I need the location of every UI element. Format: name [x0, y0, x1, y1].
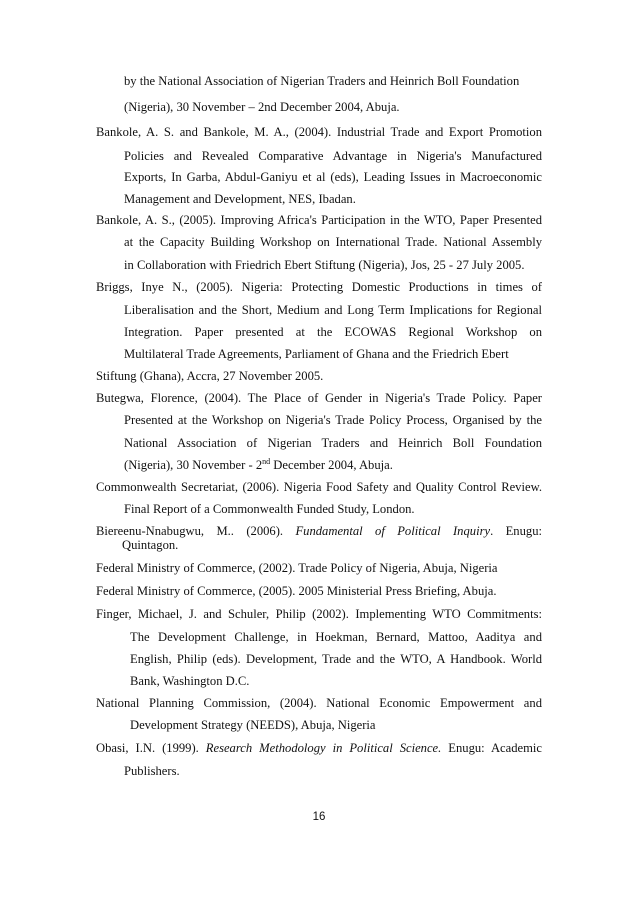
ref-line: National Association of Nigerian Traders and Heinrich Boll Foundation — [124, 436, 542, 450]
ref-line: Policies and Revealed Comparative Advantage in Nigeria's Manufactured — [124, 149, 542, 163]
ref-line: Federal Ministry of Commerce, (2002). Trade Policy of Nigeria, Abuja, Nigeria — [96, 561, 498, 575]
ref-line: Bank, Washington D.C. — [130, 674, 250, 688]
date-text-before: (Nigeria), 30 November - 2 — [124, 458, 263, 472]
ref-line: Exports, In Garba, Abdul-Ganiyu et al (eds), Leading Issues in Macroeconomic — [124, 170, 542, 184]
ref-line: at the Capacity Building Workshop on International Trade. National Assembly — [124, 235, 542, 249]
ref-line: Butegwa, Florence, (2004). The Place of Gender in Nigeria's Trade Policy. Paper — [96, 391, 542, 405]
ref-line: (Nigeria), 30 November – 2nd December 2004, Abuja. — [124, 100, 400, 114]
ref-line: Management and Development, NES, Ibadan. — [124, 192, 356, 206]
obasi-rest: Enugu: Academic — [441, 741, 542, 755]
biereenu-title: Fundamental of Political Inquiry — [295, 524, 491, 538]
ref-line: Presented at the Workshop on Nigeria's Trade Policy Process, Organised by the — [124, 413, 542, 427]
ref-line: Integration. Paper presented at the ECOWAS Regional Workshop on — [124, 325, 542, 339]
ref-line: Multilateral Trade Agreements, Parliament of Ghana and the Friedrich Ebert — [124, 347, 509, 361]
ref-line: Bankole, A. S., (2005). Improving Africa's Participation in the WTO, Paper Presented — [96, 213, 542, 227]
ref-line: Publishers. — [124, 764, 180, 778]
ref-line: Final Report of a Commonwealth Funded Study, London. — [124, 502, 415, 516]
ref-line: by the National Association of Nigerian Traders and Heinrich Boll Foundation — [124, 74, 520, 88]
obasi-author: Obasi, I.N. (1999). — [96, 741, 206, 755]
ref-line-butegwa-date — [124, 458, 542, 473]
ref-line: Quintagon. — [122, 538, 179, 552]
ref-line: The Development Challenge, in Hoekman, Bernard, Mattoo, Aaditya and — [130, 630, 542, 644]
ref-line: National Planning Commission, (2004). National Economic Empowerment and — [96, 696, 542, 710]
ref-line: Finger, Michael, J. and Schuler, Philip (2002). Implementing WTO Commitments: — [96, 607, 542, 621]
date-text-after: December 2004, Abuja. — [270, 458, 393, 472]
ref-line: Commonwealth Secretariat, (2006). Nigeria Food Safety and Quality Control Review. — [96, 480, 542, 494]
obasi-title: Research Methodology in Political Science. — [205, 741, 442, 755]
ref-line: English, Philip (eds). Development, Trade and the WTO, A Handbook. World — [130, 652, 542, 666]
ref-line: Briggs, Inye N., (2005). Nigeria: Protecting Domestic Productions in times of — [96, 280, 542, 294]
ref-line-obasi — [96, 741, 542, 756]
ref-line: Stiftung (Ghana), Accra, 27 November 2005. — [96, 369, 324, 383]
ref-line-biereenu — [96, 524, 542, 539]
date-superscript: nd — [262, 456, 271, 466]
biereenu-rest: . Enugu: — [490, 524, 542, 538]
page-number: 16 — [312, 811, 326, 823]
ref-line: in Collaboration with Friedrich Ebert Stiftung (Nigeria), Jos, 25 - 27 July 2005. — [124, 258, 525, 272]
ref-line: Liberalisation and the Short, Medium and Long Term Implications for Regional — [124, 303, 542, 317]
ref-line: Development Strategy (NEEDS), Abuja, Nigeria — [130, 718, 376, 732]
biereenu-author: Biereenu-Nnabugwu, M.. (2006). — [96, 524, 296, 538]
ref-line: Bankole, A. S. and Bankole, M. A., (2004). Industrial Trade and Export Promotion — [96, 125, 542, 139]
ref-line: Federal Ministry of Commerce, (2005). 2005 Ministerial Press Briefing, Abuja. — [96, 584, 497, 598]
